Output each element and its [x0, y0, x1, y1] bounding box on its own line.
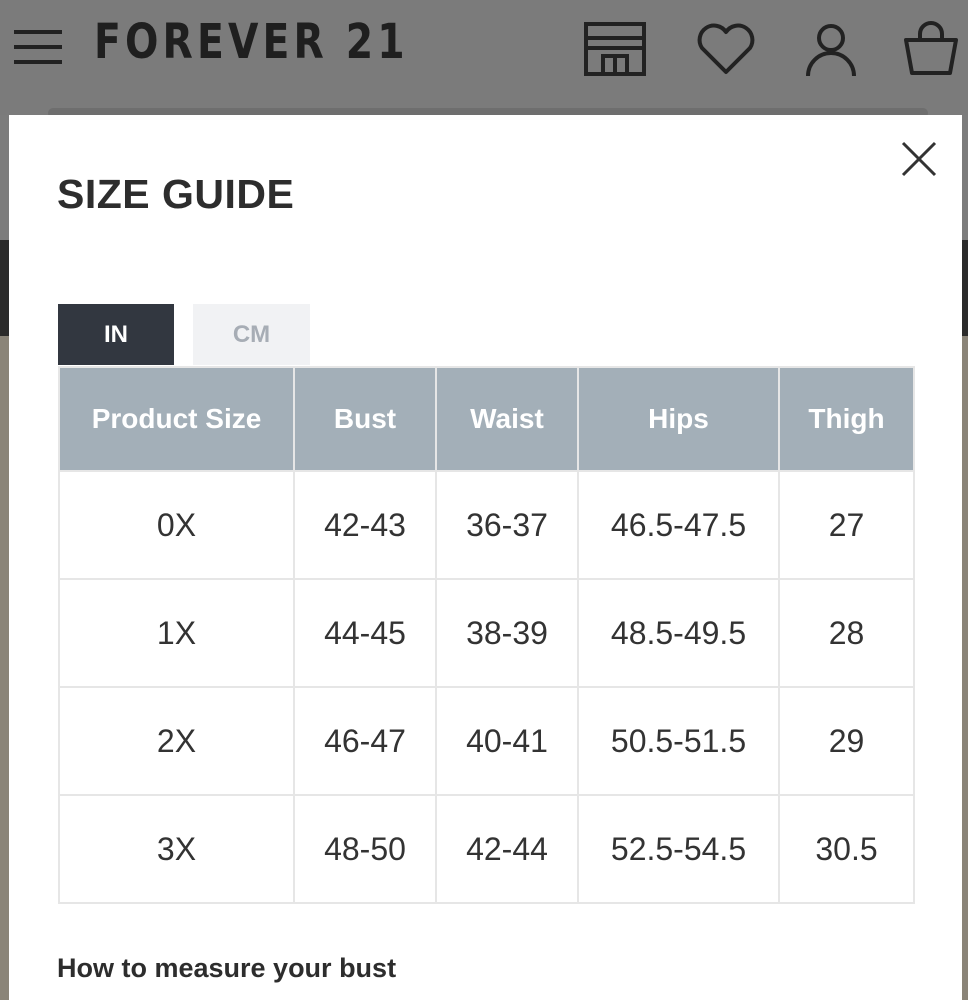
- table-row: [59, 471, 914, 579]
- close-icon[interactable]: [899, 139, 939, 179]
- table-cell: 42-44: [436, 795, 578, 903]
- table-row: [59, 795, 914, 903]
- column-header: Product Size: [59, 367, 294, 471]
- heart-icon[interactable]: [695, 22, 757, 76]
- table-cell: 48.5-49.5: [578, 579, 779, 687]
- table-cell: 50.5-51.5: [578, 687, 779, 795]
- measure-bust-heading: How to measure your bust: [57, 953, 397, 983]
- table-cell: 3X: [59, 795, 294, 903]
- table-cell: 0X: [59, 471, 294, 579]
- tab-centimeters[interactable]: CM: [193, 304, 310, 365]
- table-cell: 36-37: [436, 471, 578, 579]
- table-cell: 38-39: [436, 579, 578, 687]
- table-cell: 52.5-54.5: [578, 795, 779, 903]
- table-cell: 48-50: [294, 795, 436, 903]
- account-icon[interactable]: [804, 22, 858, 78]
- table-cell: 29: [779, 687, 914, 795]
- table-row: [59, 687, 914, 795]
- table-header-row: [59, 367, 914, 471]
- store-icon[interactable]: [583, 18, 647, 78]
- site-logo[interactable]: FOREVER 21: [94, 14, 409, 70]
- column-header: Thigh: [779, 367, 914, 471]
- table-cell: 46-47: [294, 687, 436, 795]
- table-row: [59, 579, 914, 687]
- unit-tabs: [58, 304, 310, 365]
- site-header: [0, 0, 968, 115]
- column-header: Bust: [294, 367, 436, 471]
- table-cell: 2X: [59, 687, 294, 795]
- modal-title: SIZE GUIDE: [57, 171, 295, 217]
- size-table: [58, 366, 915, 904]
- column-header: Hips: [578, 367, 779, 471]
- table-cell: 42-43: [294, 471, 436, 579]
- table-cell: 1X: [59, 579, 294, 687]
- table-cell: 44-45: [294, 579, 436, 687]
- table-cell: 27: [779, 471, 914, 579]
- column-header: Waist: [436, 367, 578, 471]
- menu-icon[interactable]: [14, 30, 62, 66]
- bag-icon[interactable]: [902, 20, 960, 76]
- size-guide-modal: [9, 115, 962, 1000]
- table-cell: 28: [779, 579, 914, 687]
- tab-inches[interactable]: IN: [58, 304, 174, 365]
- table-cell: 46.5-47.5: [578, 471, 779, 579]
- table-cell: 40-41: [436, 687, 578, 795]
- table-cell: 30.5: [779, 795, 914, 903]
